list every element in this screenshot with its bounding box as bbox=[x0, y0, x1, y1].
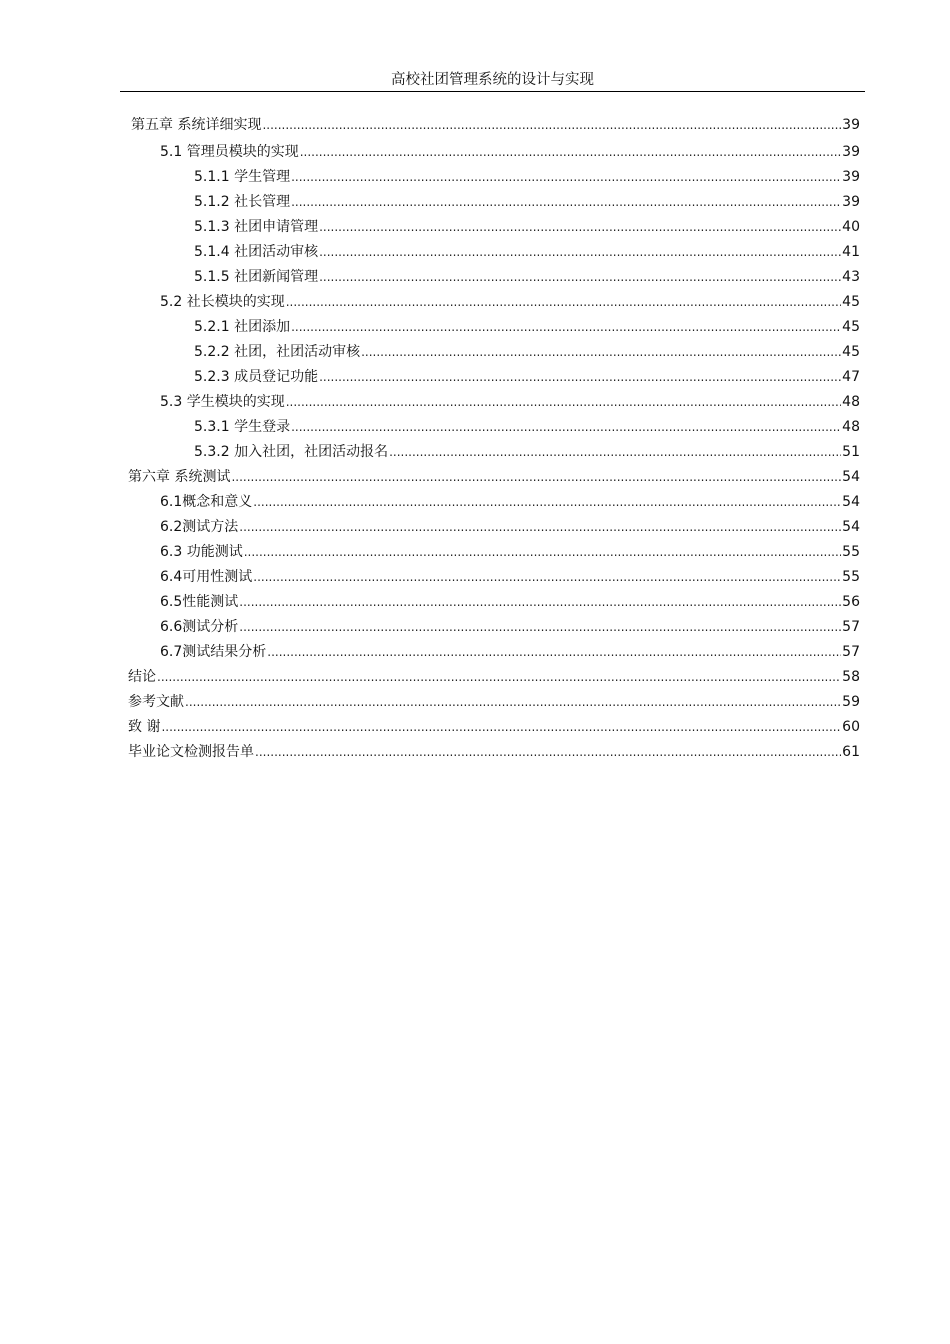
toc-entry[interactable] bbox=[128, 665, 860, 690]
toc-entry-page: 54 bbox=[842, 494, 860, 510]
toc-entry-page: 40 bbox=[842, 219, 860, 235]
toc-entry-title: 5.1.1 学生管理 bbox=[194, 169, 291, 185]
toc-entry[interactable] bbox=[128, 590, 860, 615]
toc-entry-page: 45 bbox=[842, 319, 860, 335]
toc-entry-title: 6.1概念和意义 bbox=[160, 494, 253, 510]
toc-leader bbox=[319, 265, 841, 289]
toc-leader bbox=[239, 590, 841, 614]
toc-leader bbox=[291, 315, 841, 339]
toc-entry[interactable] bbox=[128, 490, 860, 515]
toc-entry-title: 5.2.2 社团，社团活动审核 bbox=[194, 344, 361, 360]
toc-entry[interactable] bbox=[128, 440, 860, 465]
toc-leader bbox=[253, 565, 841, 589]
table-of-contents bbox=[128, 113, 860, 765]
toc-entry-page: 41 bbox=[842, 244, 860, 260]
toc-entry-title: 5.2.3 成员登记功能 bbox=[194, 369, 319, 385]
toc-entry[interactable] bbox=[128, 165, 860, 190]
toc-entry-page: 58 bbox=[842, 669, 860, 685]
toc-leader bbox=[255, 740, 841, 764]
toc-leader bbox=[286, 290, 841, 314]
toc-leader bbox=[231, 465, 841, 489]
toc-entry-title: 5.3.1 学生登录 bbox=[194, 419, 291, 435]
toc-entry-page: 61 bbox=[842, 744, 860, 760]
toc-entry[interactable] bbox=[128, 615, 860, 640]
toc-entry-title: 5.1.4 社团活动审核 bbox=[194, 244, 319, 260]
toc-entry-page: 47 bbox=[842, 369, 860, 385]
toc-entry-page: 39 bbox=[842, 169, 860, 185]
toc-entry-page: 59 bbox=[842, 694, 860, 710]
toc-entry-title: 结论 bbox=[128, 669, 156, 685]
toc-entry[interactable] bbox=[128, 265, 860, 290]
toc-entry[interactable] bbox=[128, 240, 860, 265]
toc-leader bbox=[244, 540, 841, 564]
toc-leader bbox=[389, 440, 841, 464]
toc-entry-title: 5.2.1 社团添加 bbox=[194, 319, 291, 335]
toc-entry-page: 55 bbox=[842, 544, 860, 560]
toc-entry-page: 56 bbox=[842, 594, 860, 610]
toc-entry-title: 6.2测试方法 bbox=[160, 519, 239, 535]
toc-leader bbox=[291, 165, 841, 189]
toc-entry-title: 6.3 功能测试 bbox=[160, 544, 243, 560]
toc-entry-page: 39 bbox=[842, 194, 860, 210]
toc-entry[interactable] bbox=[128, 715, 860, 740]
toc-leader bbox=[253, 490, 841, 514]
toc-entry-page: 57 bbox=[842, 619, 860, 635]
toc-leader bbox=[286, 390, 841, 414]
toc-entry-title: 第五章 系统详细实现 bbox=[131, 117, 262, 133]
page-header bbox=[120, 70, 865, 92]
toc-entry[interactable] bbox=[128, 315, 860, 340]
toc-entry[interactable] bbox=[128, 290, 860, 315]
toc-entry-page: 39 bbox=[842, 144, 860, 160]
toc-entry[interactable] bbox=[128, 565, 860, 590]
toc-leader bbox=[239, 515, 841, 539]
toc-leader bbox=[361, 340, 841, 364]
toc-entry-page: 54 bbox=[842, 469, 860, 485]
toc-leader bbox=[291, 415, 841, 439]
toc-entry-title: 参考文献 bbox=[128, 694, 184, 710]
toc-entry-page: 48 bbox=[842, 419, 860, 435]
toc-entry[interactable] bbox=[128, 365, 860, 390]
toc-leader bbox=[319, 240, 841, 264]
toc-entry[interactable] bbox=[128, 640, 860, 665]
toc-entry-page: 51 bbox=[842, 444, 860, 460]
toc-leader bbox=[157, 665, 841, 689]
toc-leader bbox=[262, 113, 841, 137]
toc-entry-title: 5.1.3 社团申请管理 bbox=[194, 219, 319, 235]
toc-entry[interactable] bbox=[128, 740, 860, 765]
toc-entry-title: 6.7测试结果分析 bbox=[160, 644, 267, 660]
toc-entry-page: 54 bbox=[842, 519, 860, 535]
toc-entry-page: 43 bbox=[842, 269, 860, 285]
toc-leader bbox=[267, 640, 841, 664]
toc-leader bbox=[300, 140, 841, 164]
toc-entry-page: 39 bbox=[842, 117, 860, 133]
toc-entry-page: 57 bbox=[842, 644, 860, 660]
toc-leader bbox=[185, 690, 841, 714]
header-title: 高校社团管理系统的设计与实现 bbox=[391, 72, 594, 88]
toc-entry[interactable] bbox=[128, 390, 860, 415]
toc-entry-title: 5.1.5 社团新闻管理 bbox=[194, 269, 319, 285]
toc-leader bbox=[291, 190, 841, 214]
toc-entry-title: 6.5性能测试 bbox=[160, 594, 239, 610]
toc-entry-page: 48 bbox=[842, 394, 860, 410]
toc-entry-title: 6.6测试分析 bbox=[160, 619, 239, 635]
toc-entry-page: 45 bbox=[842, 294, 860, 310]
toc-entry-title: 第六章 系统测试 bbox=[128, 469, 231, 485]
toc-leader bbox=[161, 715, 841, 739]
toc-leader bbox=[319, 215, 841, 239]
toc-entry-page: 55 bbox=[842, 569, 860, 585]
toc-entry[interactable] bbox=[128, 465, 860, 490]
toc-entry-page: 60 bbox=[842, 719, 860, 735]
toc-entry[interactable] bbox=[128, 140, 860, 165]
toc-entry[interactable] bbox=[128, 113, 860, 140]
toc-entry-title: 毕业论文检测报告单 bbox=[128, 744, 254, 760]
toc-entry[interactable] bbox=[128, 415, 860, 440]
toc-entry-title: 5.2 社长模块的实现 bbox=[160, 294, 285, 310]
toc-entry-title: 5.1.2 社长管理 bbox=[194, 194, 291, 210]
toc-entry[interactable] bbox=[128, 690, 860, 715]
toc-entry[interactable] bbox=[128, 340, 860, 365]
toc-entry-title: 6.4可用性测试 bbox=[160, 569, 253, 585]
toc-entry-page: 45 bbox=[842, 344, 860, 360]
toc-entry[interactable] bbox=[128, 215, 860, 240]
toc-entry[interactable] bbox=[128, 540, 860, 565]
toc-leader bbox=[239, 615, 841, 639]
toc-entry-title: 5.1 管理员模块的实现 bbox=[160, 144, 299, 160]
toc-entry[interactable] bbox=[128, 515, 860, 540]
toc-leader bbox=[319, 365, 841, 389]
toc-entry[interactable] bbox=[128, 190, 860, 215]
toc-entry-title: 致 谢 bbox=[128, 719, 161, 735]
toc-entry-title: 5.3 学生模块的实现 bbox=[160, 394, 285, 410]
toc-entry-title: 5.3.2 加入社团，社团活动报名 bbox=[194, 444, 389, 460]
